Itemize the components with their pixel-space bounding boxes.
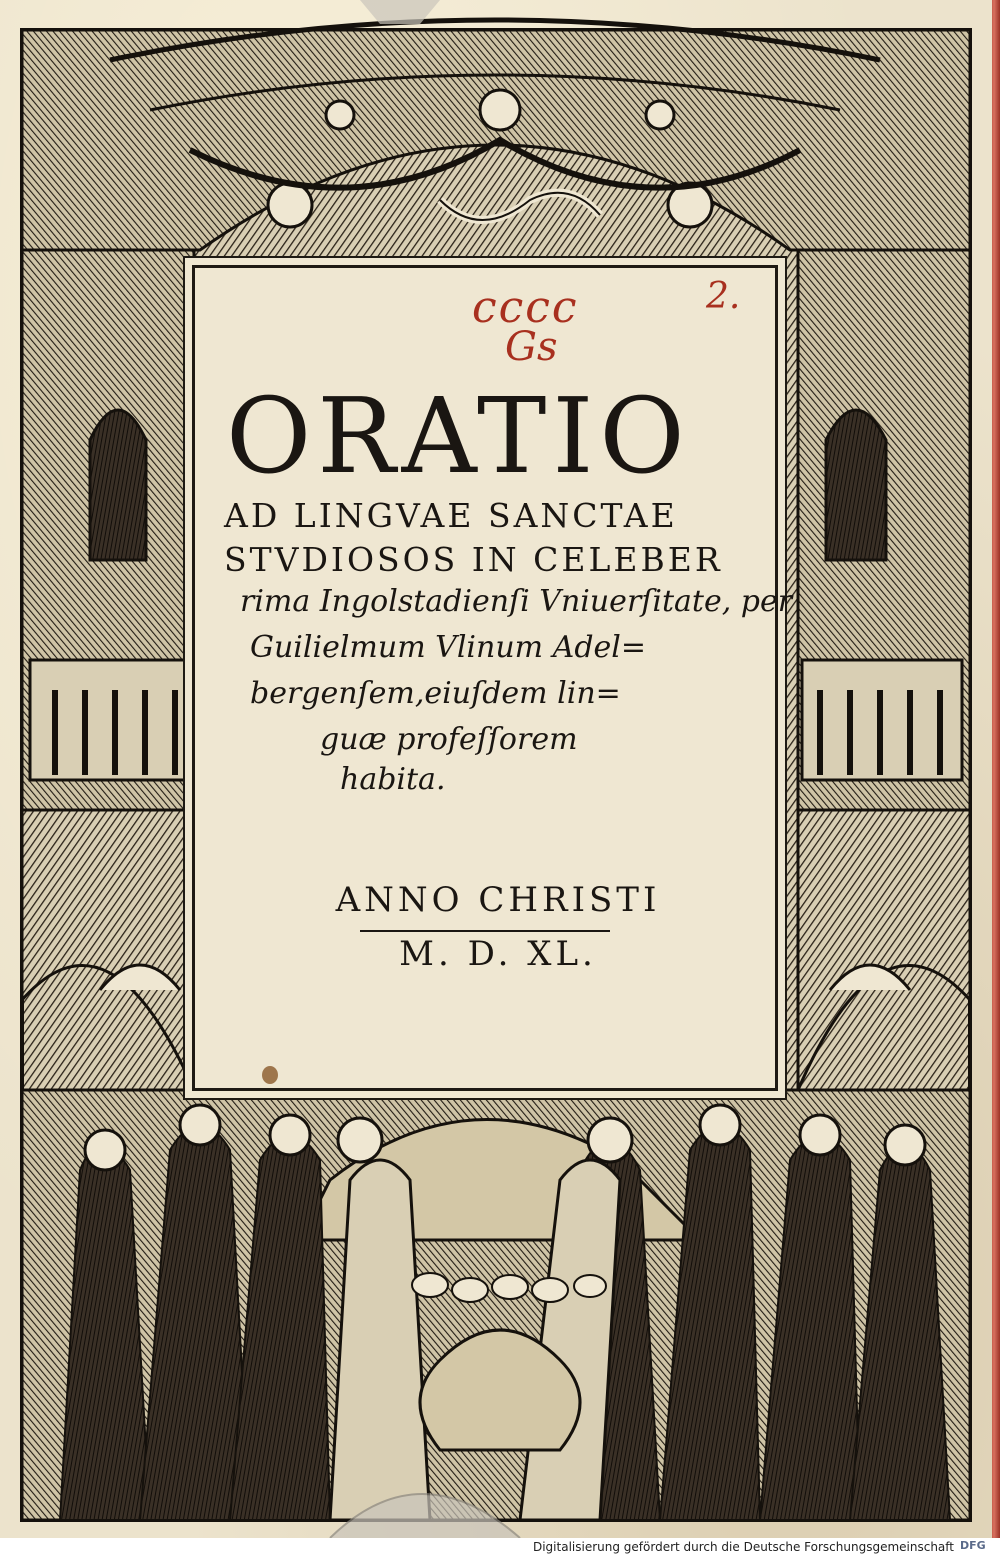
- italic-line-1: rima Ingolstadienſi Vniuerſitate, per: [240, 584, 793, 619]
- italic-line-3: bergenſem,eiuſdem lin=: [250, 676, 621, 711]
- date-rule: [360, 930, 610, 932]
- subtitle-line-1: AD LINGVAE SANCTAE: [224, 496, 678, 535]
- date-line-year: M. D. XL.: [399, 934, 597, 974]
- paper-stain: [262, 1066, 278, 1084]
- italic-line-5: habita.: [340, 762, 446, 797]
- italic-line-2: Guilielmum Vlinum Adel=: [250, 630, 647, 665]
- dfg-logo: DFG: [960, 1539, 986, 1552]
- handwritten-annotation-cccc: cccc: [472, 282, 579, 333]
- italic-line-4: guæ profeſſorem: [320, 722, 578, 757]
- document-title: ORATIO: [226, 375, 691, 497]
- date-line-anno-christi: ANNO CHRISTI: [335, 880, 661, 920]
- handwritten-annotation-gs: Gs: [505, 324, 558, 370]
- subtitle-line-2: STVDIOSOS IN CELEBER: [224, 540, 723, 579]
- handwritten-annotation-number: 2.: [706, 276, 741, 317]
- funding-note: Digitalisierung gefördert durch die Deutsche Forschungsgemeinschaft: [532, 1540, 954, 1554]
